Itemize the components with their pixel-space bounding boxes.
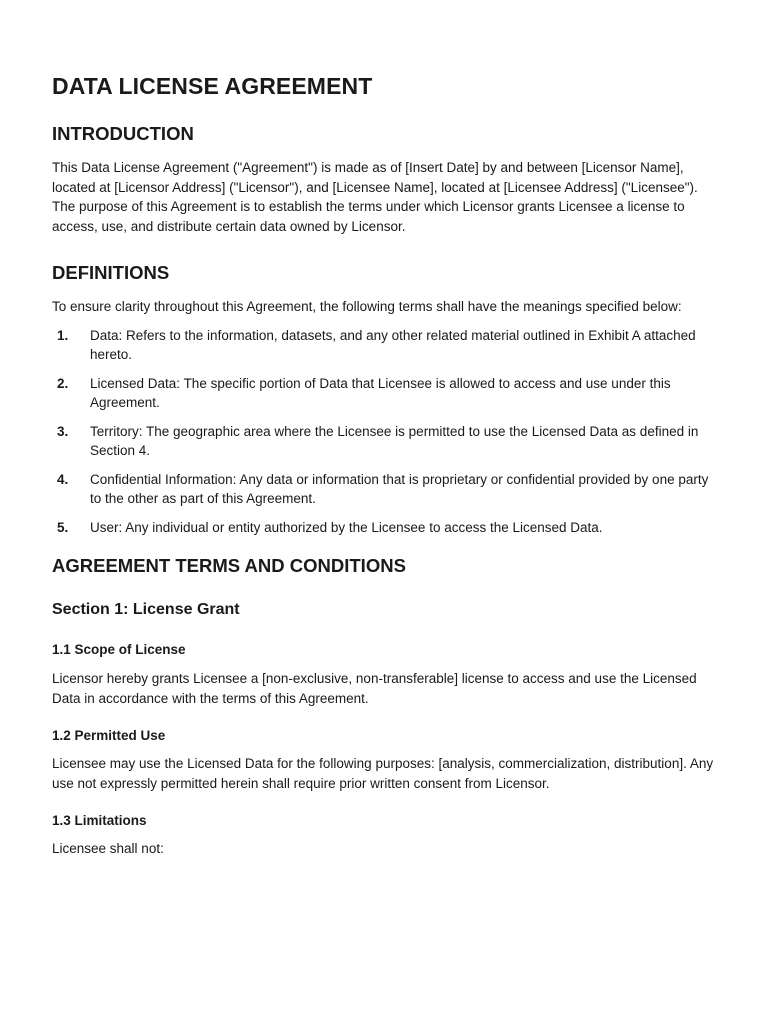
definition-item (52, 422, 718, 461)
definition-item (52, 518, 718, 538)
definition-number: 2. (57, 375, 69, 391)
definition-number: 3. (57, 423, 69, 439)
definitions-list (52, 326, 718, 538)
limitations-paragraph: Licensee shall not: (52, 841, 164, 856)
scope-of-license-heading: 1.1 Scope of License (52, 642, 186, 657)
definitions-heading: DEFINITIONS (52, 262, 170, 283)
definition-text: User: Any individual or entity authorized by the Licensee to access the Licensed Data. (90, 519, 603, 535)
definition-number: 4. (57, 471, 69, 487)
scope-of-license-paragraph: Licensor hereby grants Licensee a [non-exclusive, non-transferable] license to access and use the Licensed Data in accordance with the terms of this Agreement. (52, 671, 697, 706)
document-title: DATA LICENSE AGREEMENT (52, 73, 373, 99)
definition-text: Licensed Data: The specific portion of Data that Licensee is allowed to access and use under this Agreement. (90, 375, 671, 410)
introduction-heading: INTRODUCTION (52, 123, 194, 144)
limitations-heading: 1.3 Limitations (52, 813, 147, 828)
terms-heading: AGREEMENT TERMS AND CONDITIONS (52, 555, 406, 576)
section-1-heading: Section 1: License Grant (52, 601, 240, 618)
definition-text: Territory: The geographic area where the Licensee is permitted to use the Licensed Data as defined in Section 4. (90, 423, 699, 458)
definition-item (52, 470, 718, 509)
definition-item (52, 374, 718, 413)
definition-text: Data: Refers to the information, datasets, and any other related material outlined in Exhibit A attached hereto. (90, 327, 696, 362)
definition-number: 1. (57, 327, 69, 343)
definitions-lead-paragraph: To ensure clarity throughout this Agreement, the following terms shall have the meanings specified below: (52, 299, 682, 314)
definition-text: Confidential Information: Any data or information that is proprietary or confidential provided by one party to the other as part of this Agreement. (90, 471, 709, 506)
introduction-paragraph: This Data License Agreement ("Agreement") is made as of [Insert Date] by and between [Licensor Name], located at [Licensor Address] ("Licensor"), and [Licensee Name], located at [Licensee Address] ("Licensee"). The purpose of this Agreement is to establish the terms under which Licensor grants Licensee a license to access, use, and distribute certain data owned by Licensor. (52, 160, 698, 234)
permitted-use-paragraph: Licensee may use the Licensed Data for the following purposes: [analysis, commercialization, distribution]. Any use not expressly permitted herein shall require prior written consent from Licensor. (52, 756, 714, 791)
definition-number: 5. (57, 519, 69, 535)
permitted-use-heading: 1.2 Permitted Use (52, 728, 166, 743)
definition-item (52, 326, 718, 365)
